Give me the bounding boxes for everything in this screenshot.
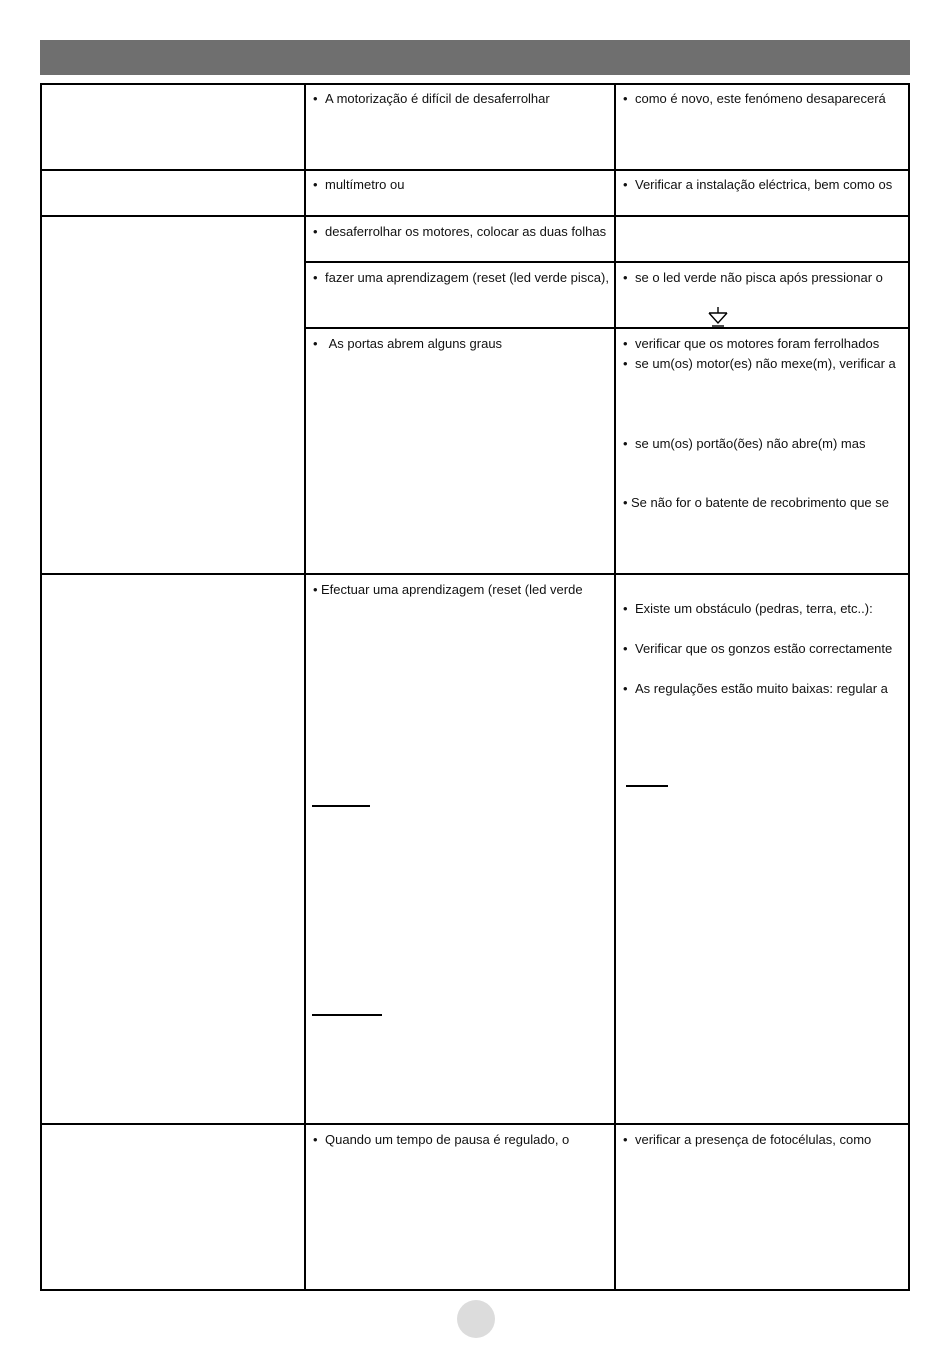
row2-right-text: • Verificar a instalação eléctrica, bem como os bbox=[623, 177, 893, 192]
row3c-mid-text: • As portas abrem alguns graus bbox=[313, 336, 503, 351]
row1-right-text: • como é novo, este fenómeno desaparecerá bbox=[623, 91, 886, 106]
row4-right-text-2: • Verificar que os gonzos estão correctamente bbox=[623, 641, 893, 656]
underline-mark bbox=[312, 1014, 382, 1016]
page-number-circle bbox=[457, 1300, 495, 1338]
row3b-right-text: • se o led verde não pisca após pressionar o bbox=[623, 270, 883, 285]
row-line bbox=[40, 1289, 910, 1291]
table-divider-1 bbox=[304, 83, 306, 1291]
table-border-right bbox=[908, 83, 910, 1291]
row-line bbox=[40, 215, 910, 217]
row-line bbox=[40, 169, 910, 171]
row3c-right-text-4: • Se não for o batente de recobrimento que se bbox=[623, 495, 890, 510]
row-line bbox=[40, 573, 910, 575]
row4-right-text-1: • Existe um obstáculo (pedras, terra, etc..): bbox=[623, 601, 873, 616]
row4-right-text-3: • As regulações estão muito baixas: regular a bbox=[623, 681, 888, 696]
table-divider-2 bbox=[614, 83, 616, 1291]
ground-symbol-icon bbox=[708, 307, 728, 327]
subrow-line bbox=[304, 261, 910, 263]
row3c-right-text-1: • verificar que os motores foram ferrolhados bbox=[623, 336, 880, 351]
row3c-right-text-2: • se um(os) motor(es) não mexe(m), verificar a bbox=[623, 356, 896, 371]
row4-mid-text: • Efectuar uma aprendizagem (reset (led verde bbox=[313, 582, 583, 597]
row1-mid-text: • A motorização é difícil de desaferrolhar bbox=[313, 91, 550, 106]
underline-mark bbox=[312, 805, 370, 807]
underline-mark bbox=[626, 785, 668, 787]
row5-mid-text: • Quando um tempo de pausa é regulado, o bbox=[313, 1132, 570, 1147]
table-border-left bbox=[40, 83, 42, 1291]
row5-right-text: • verificar a presença de fotocélulas, como bbox=[623, 1132, 872, 1147]
row2-mid-text: • multímetro ou bbox=[313, 177, 405, 192]
row-line bbox=[40, 1123, 910, 1125]
row-line bbox=[40, 83, 910, 85]
subrow-line bbox=[304, 327, 910, 329]
row3c-right-text-3: • se um(os) portão(ões) não abre(m) mas bbox=[623, 436, 866, 451]
row3b-mid-text: • fazer uma aprendizagem (reset (led verde pisca), bbox=[313, 270, 609, 285]
row3a-mid-text: • desaferrolhar os motores, colocar as duas folhas bbox=[313, 224, 607, 239]
